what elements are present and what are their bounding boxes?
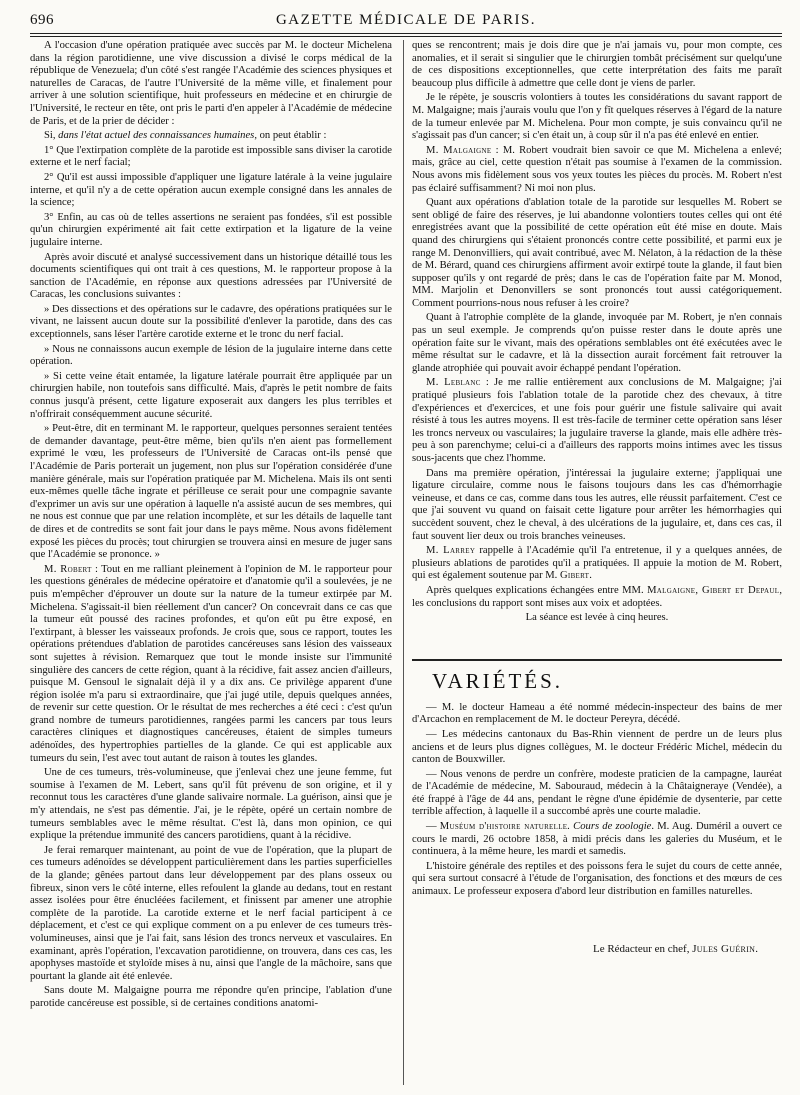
text: . M. Aug. Duméril a ouvert ce cours le mardi, 26 octobre 1858, à midi précis dans les galeries du Muséum, et le continuera, à la même heure, les mardi et samedis. [412,821,782,858]
speaker-name: Gibert [559,570,590,582]
speaker-names: Malgaigne, Gibert et Depaul [647,584,780,596]
paragraph: 2° Qu'il est aussi impossible d'appliquer une ligature latérale à la veine jugulaire interne, et qu'il n'y a de cette opération aucun exemple consigné dans les annales de la science; [30,171,392,209]
emphasis: dans l'état actuel des connaissances humaines [58,130,255,142]
text: : Tout en me ralliant pleinement à l'opinion de M. le rapporteur pour les questions générales de médecine opératoire et d'anatomie qu'il a soulevées, je ne puis m'empêcher d'éprouver un doute sur la nature de la tumeur extirpée par M. Michelena. S'agissait-il bien réellement d'un cancer? On concevrait dans ce cas que la tumeur eût poussé des racines profondes, et qu'on eût pu être exposé, en l'extirpant, à blesser les vaisseaux profonds. Je crois que, sous ce rapport, toutes les opérations prétendues d'ablation de parotides cancéreuses sans lésion des vaisseaux sont sujettes à révision. Remarquez que tout le monde insiste sur l'immunité singulière des cancers de cette région, quant à la récidive, fait assez ancien d'ailleurs, puisque M. Gensoul le signalait déjà il y a dix ans. Ce privilège apparent d'une région isolée m'a paru si extraordinaire, que j'ai jugé utile, depuis quelques années, de revenir sur cette question. Or le résultat de mes recherches a été ceci : c'est qu'un grand nombre de tumeurs parotidiennes, rangées parmi les cancers par tous leurs caractères cliniques et diagnostiques cancéreuses, étaient de simples tumeurs adénoïdes, des hypertrophies partielles de la glande. Ce qui est applicable aux tumeurs du sein, l'est avec tout autant de raison à toutes les glandes. [30,563,392,764]
paragraph: Quant à l'atrophie complète de la glande, invoquée par M. Robert, je n'en connais pas un seul exemple. Je comprends qu'on puisse rester dans le doute après une opération faite sur le vivant, mais des opérations semblables ont été exécutées avec le même résultat sur le cadavre, et là la dissection aurait forcément fait retrouver la glande atrophiée qui pouvait avoir échappé pendant l'opération. [412,312,782,374]
paragraph: Je le répète, je souscris volontiers à toutes les considérations du savant rapport de M. Malgaigne; mais j'aurais voulu que l'on y fît quelques réserves à l'égard de la nature de la tumeur enlevée par M. Michelena. Pour mon compte, je suis convaincu qu'il ne s'agissait pas d'un cancer; si c'en était un, à coup sûr il n'a pas été enlevé en entier. [412,92,782,142]
text: — [426,821,440,833]
paragraph: Après avoir discuté et analysé successivement dans un historique détaillé tous les documents scientifiques qui ont trait à ces questions, M. le rapporteur propose à la sanction de l'Académie, en réponse aux questions adressées par l'Université de Caracas, les conclusions suivantes : [30,251,392,301]
news-item: — Nous venons de perdre un confrère, modeste praticien de la campagne, lauréat de l'Académie de médecine, M. Sabouraud, médecin à la Châtaigneraye (Vendée), a été frappé à l'âge de 44 ans, pendant le règne d'une épidémie de dysenterie, par cette terrible affection, à laquelle il a succombé après une courte maladie. [412,768,782,818]
paragraph [412,145,782,195]
column-divider [403,40,404,1085]
institution-name: Muséum d'histoire naturelle [439,821,568,833]
paragraph: Quant aux opérations d'ablation totale de la parotide sur lesquelles M. Robert se sent obligé de faire des réserves, je lui abandonne volontiers toutes celles qui ont été enregistrées avant que la possibilité de cette opération eût été mise en doute. Mais quand des chirurgiens qui s'étaient prononcés contre cette possibilité, et parmi eux je range M. Denonvilliers, qui avait contribué, avec M. Nélaton, à la rédaction de la thèse de M. Bérard, quand ces chirurgiens affirment avoir extirpé toute la glande, il faut bien supposer qu'ils y ont regardé de près; dans le cas de l'opération faite par M. Monod, MM. Marjolin et Denonvillers se sont prononcés tout aussi catégoriquement. Comment pourrions-nous nous refuser à les croire? [412,197,782,309]
paragraph: Sans doute M. Malgaigne pourra me répondre qu'en principe, l'ablation d'une parotide cancéreuse est possible, si de certaines conditions anatomi- [30,985,392,1009]
right-column [412,40,782,1085]
paragraph: Dans ma première opération, j'intéressai la jugulaire externe; j'appliquai une ligature circulaire, comme nous le faisons toujours dans les cas d'hémorrhagie veineuse, et dans ce cas, comme dans tous les autres, elle réussit parfaitement. C'est ce que j'ai souvent vu quand on faisait cette ligature pour arrêter les hémorrhagies qui succèdent souvent, chez le cheval, à des ulcérations de la jugulaire, et, dans ces cas, il faut souvent lier deux ou trois branches veineuses. [412,467,782,542]
header-rule-double [30,36,782,37]
text: . [589,570,592,582]
paragraph: » Nous ne connaissons aucun exemple de lésion de la jugulaire interne dans cette opération. [30,343,392,368]
speaker-name: M. Malgaigne [426,144,492,156]
news-item: L'histoire générale des reptiles et des poissons fera le sujet du cours de cette année, qui sera surtout consacré à l'étude de l'organisation, des fonctions et des mœurs de ces animaux. Le professeur exposera d'abord leur distribution en familles naturelles. [412,860,782,898]
paragraph: ques se rencontrent; mais je dois dire que je n'ai jamais vu, pour mon compte, ces anomalies, et il serait si singulier que le chirurgien tombât précisément sur quelqu'une de ces dispositions exceptionnelles, que cette interprétation des faits me paraît beaucoup plus difficile à admettre que celle dont je viens de parler. [412,40,782,89]
speaker-name: M. Leblanc [426,377,481,389]
paragraph [412,585,782,610]
text: , les conclusions du rapport sont mises aux voix et adoptées. [412,584,782,609]
paragraph: 3° Enfin, au cas où de telles assertions ne seraient pas fondées, s'il est possible qu'un chirurgien expérimenté ait fait cette extirpation et la ligature de la veine jugulaire interne. [30,211,392,248]
section-rule [412,659,782,661]
section-title-varietes: VARIÉTÉS. [432,668,564,693]
paragraph [412,545,782,583]
left-column [30,40,392,1085]
text: rappelle à l'Académie qu'il l'a entretenue, il y a quelques années, de plusieurs ablations de parotides qu'il a pratiquées. Il appuie la motion de M. Robert, qui est également soutenue par M. [412,545,782,582]
text: : Je me rallie entièrement aux conclusions de M. Malgaigne; j'ai pratiqué plusieurs fois l'ablation totale de la parotide chez des chevaux, à titre d'expériences et d'exercices, et une fois pour guérir une fistule salivaire qui avait résisté à tous les autres moyens. Il est très-facile de terminer cette opération sans léser les troncs nerveux ou vasculaires; la jugulaire traverse la glande, mais elle adhère très-peu à son parenchyme; celui-ci a d'ailleurs des rapports moins intimes avec les tissus sous-jacents que chez l'homme. [412,377,782,464]
page-number: 696 [30,12,54,28]
news-item: — Les médecins cantonaux du Bas-Rhin viennent de perdre un de leurs plus anciens et de leurs plus dignes collègues, M. le docteur Frédéric Michel, médecin du canton de Bouxwiller. [412,728,782,766]
text: Si, [44,130,59,142]
paragraph: A l'occasion d'une opération pratiquée avec succès par M. le docteur Michelena dans la région parotidienne, une vive discussion a divisé le corps médical de la république de Venezuela; d'un côté s'est rangée l'Académie des sciences physiques et naturelles de Caracas, de l'autre l'Université de la même ville, et finalement pour arriver à une solution scientifique, huit professeurs en médecine et en chirurgie de l'Université, le recteur en tête, ont pris le parti d'en appeler à l'Académie de médecine de Paris, et de la prier de décider : [30,40,392,127]
text: , on peut établir : [254,130,327,142]
page-header [30,10,782,32]
news-item: — M. le docteur Hameau a été nommé médecin-inspecteur des bains de mer d'Arcachon en remplacement de M. le docteur Pereyra, décédé. [412,701,782,726]
paragraph [30,564,392,766]
text: Après quelques explications échangées entre MM. [426,584,648,596]
session-closed: La séance est levée à cinq heures. [525,612,669,624]
editor-name: Jules Guérin [692,942,756,955]
paragraph: 1° Que l'extirpation complète de la parotide est impossible sans diviser la carotide externe et le nerf facial; [30,144,392,169]
running-title: GAZETTE MÉDICALE DE PARIS. [275,12,537,28]
paragraph: » Peut-être, dit en terminant M. le rapporteur, quelques personnes seraient tentées de demander davantage, peut-être même, bien qu'ils n'en aient pas formellement exprimé le vœu, les professeurs de l'Université de Caracas ont-ils pensé que l'Académie de Paris porterait un jugement, non plus sur l'opération considérée d'une manière générale, mais sur l'opération pratiquée par M. Michelena. Mais ils ont senti eux-mêmes quelle tâche ingrate et périlleuse ce serait pour une compagnie savante d'exprimer un avis sur une opération à laquelle n'a assisté aucun de ses membres, qui ne nous est connue que par une relation incomplète, et sur les détails de laquelle tant de dires et de contredits se sont fait jour dans le pays même. Nous avons fidèlement exposé les pièces du procès; tout chirurgien se trouvera ainsi en mesure de juger sans que l'Académie se prononce. » [30,423,392,561]
header-rule [30,33,782,34]
paragraph: Une de ces tumeurs, très-volumineuse, que j'enlevai chez une jeune femme, fut soumise à l'examen de M. Lebert, sans qu'il fût prévenu de son origine, et il y reconnut tous les caractères d'une glande salivaire normale. La guérison, ainsi que je m'y attendais, ne s'est pas démentie. J'ai, je le répète, opéré un certain nombre de tumeurs semblables avec le même résultat. C'est là, dans mon opinion, ce qui explique la prétendue immunité des cancers parotidiens, quant à la récidive. [30,767,392,842]
speaker-name: M. Robert [44,563,92,575]
speaker-name: M. Larrey [426,545,476,557]
paragraph: » Si cette veine était entamée, la ligature latérale pourrait être appliquée par un chirurgien habile, non toutefois sans difficulté. Mais, d'après le petit nombre de faits connus jusqu'à présent, cette ligature exposerait aux dangers les plus terribles et n'offrirait conséquemment aucune sécurité. [30,370,392,420]
editor-signature [412,943,782,956]
paragraph [412,377,782,465]
text: Le Rédacteur en chef, [592,942,693,955]
news-item [412,821,782,859]
paragraph: » Des dissections et des opérations sur le cadavre, des opérations pratiquées sur le vivant, ne laissent aucun doute sur la possibilité d'enlever la parotide, dans des cas exceptionnels, sans léser l'artère carotide externe et le tronc du nerf facial. [30,303,392,341]
text: : M. Robert voudrait bien savoir ce que M. Michelena a enlevé; mais, grâce au ciel, cette question n'était pas soumise à l'examen de la commission. Nous avons mis fidèlement sous vos yeux toutes les pièces du procès. M. Robert n'est pas éclairé suffisamment? Ni moi non plus. [412,144,782,194]
paragraph: Je ferai remarquer maintenant, au point de vue de l'opération, que la plupart de ces tumeurs adénoïdes se développent particulièrement dans les parties superficielles de la glande; gênées partout dans leur développement par des plans osseux ou fibreux, sinon vers le côté interne, elles refoulent la glande au dedans, tout en restant assez isolées pour être énucléées facilement, et finissent par amener une atrophie complète de la parotide. La carotide externe et le nerf facial participent à ce déplacement, et c'est ce qui explique comment on a pu enlever de ces tumeurs très-volumineuses, ainsi que je l'ai fait, sans lésion des troncs nerveux et vasculaires. En examinant, après l'opération, l'excavation parotidienne, on trouvera, dans ces cas, les apophyses mastoïde et styloïde mises à nu, ainsi que l'angle de la mâchoire, sans que pourtant la glande ait été enlevée. [30,844,392,982]
text: . [755,942,758,955]
paragraph [30,130,392,143]
course-name: . Cours de zoologie [567,821,652,833]
